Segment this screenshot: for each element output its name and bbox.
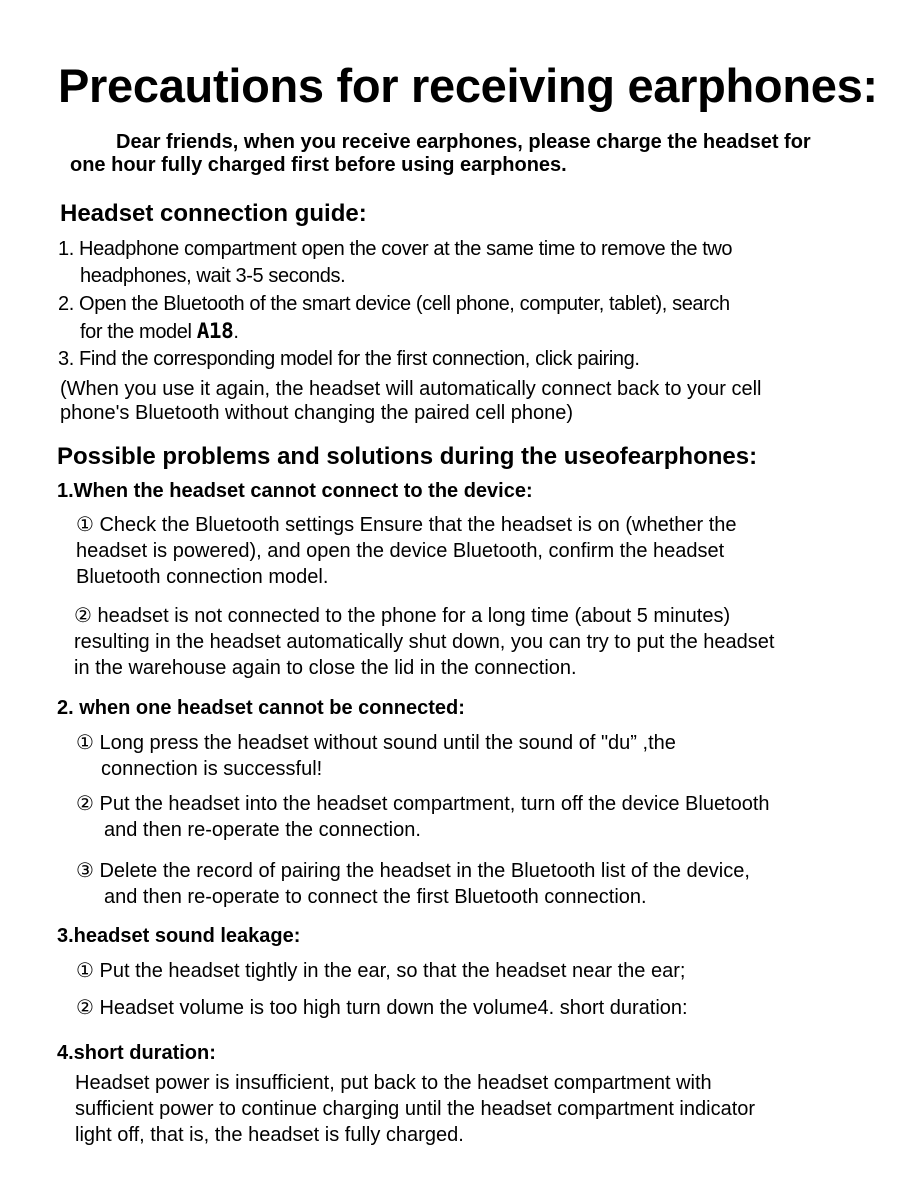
guide-note-line-2: phone's Bluetooth without changing the paired cell phone) xyxy=(60,402,574,424)
problem-4-line-1: Headset power is insufficient, put back to the headset compartment with xyxy=(75,1072,712,1094)
problem-2-solution-3-line-2: and then re-operate to connect the first Bluetooth connection. xyxy=(104,886,647,908)
problem-2-heading: 2. when one headset cannot be connected: xyxy=(57,697,465,719)
guide-heading: Headset connection guide: xyxy=(60,200,367,227)
guide-step-1-line-1: 1. Headphone compartment open the cover at the same time to remove the two xyxy=(58,238,733,260)
step-2-suffix: . xyxy=(233,321,239,343)
guide-note-line-1: (When you use it again, the headset will automatically connect back to your cell xyxy=(60,378,762,400)
problem-2-solution-2-line-1: ② Put the headset into the headset compartment, turn off the device Bluetooth xyxy=(76,793,770,815)
problem-3-solution-1: ① Put the headset tightly in the ear, so that the headset near the ear; xyxy=(76,960,686,982)
problem-3-solution-2: ② Headset volume is too high turn down the volume4. short duration: xyxy=(76,997,688,1019)
page-title: Precautions for receiving earphones: xyxy=(58,59,878,112)
intro-line-2: one hour fully charged first before using earphones. xyxy=(70,154,567,176)
guide-step-1-line-2: headphones, wait 3-5 seconds. xyxy=(80,265,346,287)
problem-1-solution-1-line-2: headset is powered), and open the device Bluetooth, confirm the headset xyxy=(76,540,725,562)
problem-1-solution-2-line-3: in the warehouse again to close the lid in the connection. xyxy=(74,657,577,679)
step-2-prefix: for the model xyxy=(80,321,197,343)
problem-3-heading: 3.headset sound leakage: xyxy=(57,925,301,947)
guide-step-2-line-2 xyxy=(80,319,239,344)
problem-2-solution-1-line-2: connection is successful! xyxy=(101,758,323,780)
problem-4-heading: 4.short duration: xyxy=(57,1042,216,1064)
guide-step-2-line-1: 2. Open the Bluetooth of the smart device (cell phone, computer, tablet), search xyxy=(58,293,730,315)
problems-heading: Possible problems and solutions during the useofearphones: xyxy=(57,443,758,470)
guide-step-3: 3. Find the corresponding model for the first connection, click pairing. xyxy=(58,348,640,370)
problem-1-solution-1-line-1: ① Check the Bluetooth settings Ensure that the headset is on (whether the xyxy=(76,514,737,536)
problem-1-heading: 1.When the headset cannot connect to the device: xyxy=(57,480,533,502)
problem-4-line-3: light off, that is, the headset is fully charged. xyxy=(75,1124,464,1146)
problem-1-solution-2-line-1: ② headset is not connected to the phone for a long time (about 5 minutes) xyxy=(74,605,731,627)
intro-line-1: Dear friends, when you receive earphones, please charge the headset for xyxy=(116,131,811,153)
problem-4-line-2: sufficient power to continue charging until the headset compartment indicator xyxy=(75,1098,756,1120)
problem-1-solution-1-line-3: Bluetooth connection model. xyxy=(76,566,329,588)
problem-2-solution-3-line-1: ③ Delete the record of pairing the headset in the Bluetooth list of the device, xyxy=(76,860,750,882)
problem-2-solution-2-line-2: and then re-operate the connection. xyxy=(104,819,421,841)
problem-1-solution-2-line-2: resulting in the headset automatically shut down, you can try to put the headset xyxy=(74,631,775,653)
problem-2-solution-1-line-1: ① Long press the headset without sound until the sound of "du” ,the xyxy=(76,732,676,754)
model-name: A18 xyxy=(196,319,234,343)
